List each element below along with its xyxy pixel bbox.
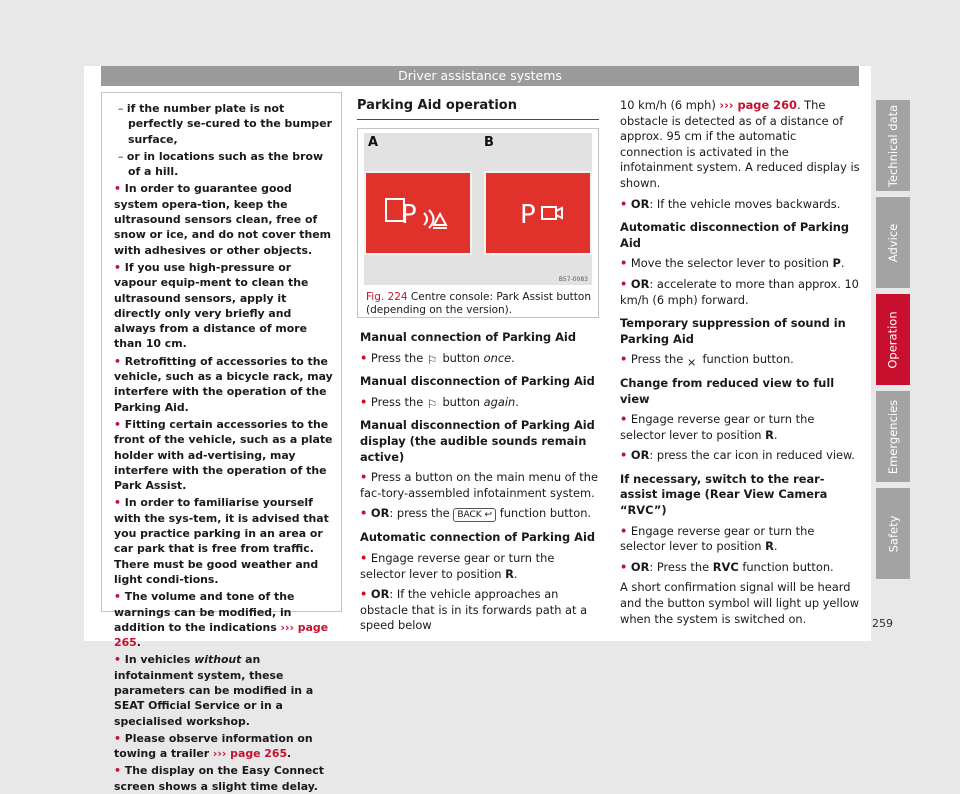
warning-item: • In order to guarantee good system opera-tion, keep the ultrasound sensors clean, free of snow or ice, and do not cover them with adhesives or other objects.	[114, 182, 331, 257]
list-item: • Engage reverse gear or turn the selector lever to position R.	[620, 523, 815, 554]
list-item: • OR: press the BACK ↩ function button.	[360, 506, 592, 521]
warning-item: • In order to familiarise yourself with the sys-tem, it is advised that you practice parking in an area or car park that is free from traffic. There must be good weather and light condi-tions.	[114, 496, 329, 586]
figure-number: Fig. 224	[366, 291, 408, 303]
tab-safety[interactable]: Safety	[876, 488, 910, 579]
figure-image	[364, 133, 592, 285]
heading-display-disconnection: Manual disconnection of Parking Aid display (the audible sounds remain active)	[360, 418, 595, 464]
list-item: • Press the ⚐ button again.	[360, 394, 519, 412]
svg-text:P: P	[401, 200, 417, 230]
page-header: Driver assistance systems	[101, 66, 859, 86]
rear-camera-button-b	[484, 171, 592, 255]
list-item: • Engage reverse gear or turn the selector lever to position R.	[360, 550, 555, 581]
figure-label-a: A	[368, 135, 379, 150]
warning-item: • Fitting certain accessories to the front of the vehicle, such as a plate holder with ad-vertising, may interfere with the operation of the Park Assist.	[114, 417, 333, 493]
figure-caption-text: Centre console: Park Assist button (depending on the version).	[366, 291, 591, 316]
page-link[interactable]: ››› page 260	[719, 98, 797, 112]
list-item: • Press a button on the main menu of the fac-tory-assembled infotainment system.	[360, 470, 598, 500]
warning-item: • The volume and tone of the warnings can be modified, in addition to the indications ››› page 265.	[114, 590, 329, 650]
list-item: • Move the selector lever to position P.	[620, 256, 845, 271]
heading-reduced-to-full: Change from reduced view to full view	[620, 375, 835, 406]
mute-icon: ⨯	[686, 354, 697, 369]
list-item: • OR: If the vehicle moves backwards.	[620, 196, 841, 211]
list-item: • Press the ⚐ button once.	[360, 350, 515, 368]
warning-item: • In vehicles without an infotainment system, these parameters can be modified in a SEAT Official Service or in a specialised workshop.	[114, 653, 314, 728]
paragraph: 10 km/h (6 mph) ››› page 260. The obstacle is detected as of a distance of approx. 95 cm if the automatic connection is activated in the infotainment system. A reduced display is shown.	[620, 98, 860, 190]
warning-item: – if the number plate is not perfectly se-cured to the bumper surface,	[118, 102, 332, 146]
warning-item: – or in locations such as the brow of a hill.	[118, 149, 324, 179]
warning-item: • Please observe information on towing a trailer ››› page 265.	[114, 731, 313, 761]
park-assist-front-icon	[366, 173, 470, 253]
tab-operation[interactable]: Operation	[876, 294, 910, 385]
back-key-icon: BACK ↩	[453, 508, 496, 522]
park-assist-button-a	[364, 171, 472, 255]
warning-item: • The display on the Easy Connect screen shows a slight time delay.	[114, 764, 324, 793]
list-item: • Press the ⨯ function button.	[620, 352, 794, 369]
svg-text:P: P	[520, 200, 536, 230]
heading-sound-suppression: Temporary suppression of sound in Parking Aid	[620, 316, 846, 346]
warning-item: • Retrofitting of accessories to the vehicle, such as a bicycle rack, may interfere with the operation of the Parking Aid.	[114, 354, 333, 414]
rear-camera-icon	[486, 173, 590, 253]
warning-item: • If you use high-pressure or vapour equip-ment to clean the ultrasound sensors, apply it directly only very briefly and always from a distance of more than 10 cm.	[114, 260, 309, 351]
tab-technical-data[interactable]: Technical data	[876, 100, 910, 191]
list-item: • OR: Press the RVC function button.	[620, 559, 834, 574]
heading-manual-disconnection: Manual disconnection of Parking Aid	[360, 374, 595, 389]
page-link[interactable]: ››› page 265	[212, 747, 288, 761]
heading-manual-connection: Manual connection of Parking Aid	[360, 330, 576, 344]
right-column	[620, 98, 860, 632]
page-link[interactable]: ››› page 265	[114, 620, 329, 650]
section-title: Parking Aid operation	[357, 98, 599, 120]
page-number: 259	[872, 617, 893, 630]
figure-code: B57-0083	[558, 276, 588, 283]
tab-advice[interactable]: Advice	[876, 197, 910, 288]
heading-automatic-disconnection: Automatic disconnection of Parking Aid	[620, 220, 850, 250]
park-aid-icon: ⚐	[426, 397, 438, 412]
list-item: • OR: press the car icon in reduced view.	[620, 448, 855, 463]
park-aid-icon: ⚐	[426, 353, 438, 368]
middle-column	[360, 330, 600, 639]
list-item: • OR: If the vehicle approaches an obstacle that is in its forwards path at a speed below	[360, 587, 588, 633]
tab-emergencies[interactable]: Emergencies	[876, 391, 910, 482]
heading-rear-assist: If necessary, switch to the rear-assist image (Rear View Camera “RVC”)	[620, 471, 828, 518]
figure	[357, 128, 599, 318]
figure-caption	[366, 291, 592, 317]
list-item: • Engage reverse gear or turn the selector lever to position R.	[620, 412, 815, 442]
warning-box	[101, 92, 342, 793]
paragraph: A short confirmation signal will be heard and the button symbol will light up yellow when the system is switched on.	[620, 580, 860, 626]
heading-automatic-connection: Automatic connection of Parking Aid	[360, 530, 596, 545]
list-item: • OR: accelerate to more than approx. 10 km/h (6 mph) forward.	[620, 276, 859, 307]
figure-label-b: B	[484, 135, 494, 150]
